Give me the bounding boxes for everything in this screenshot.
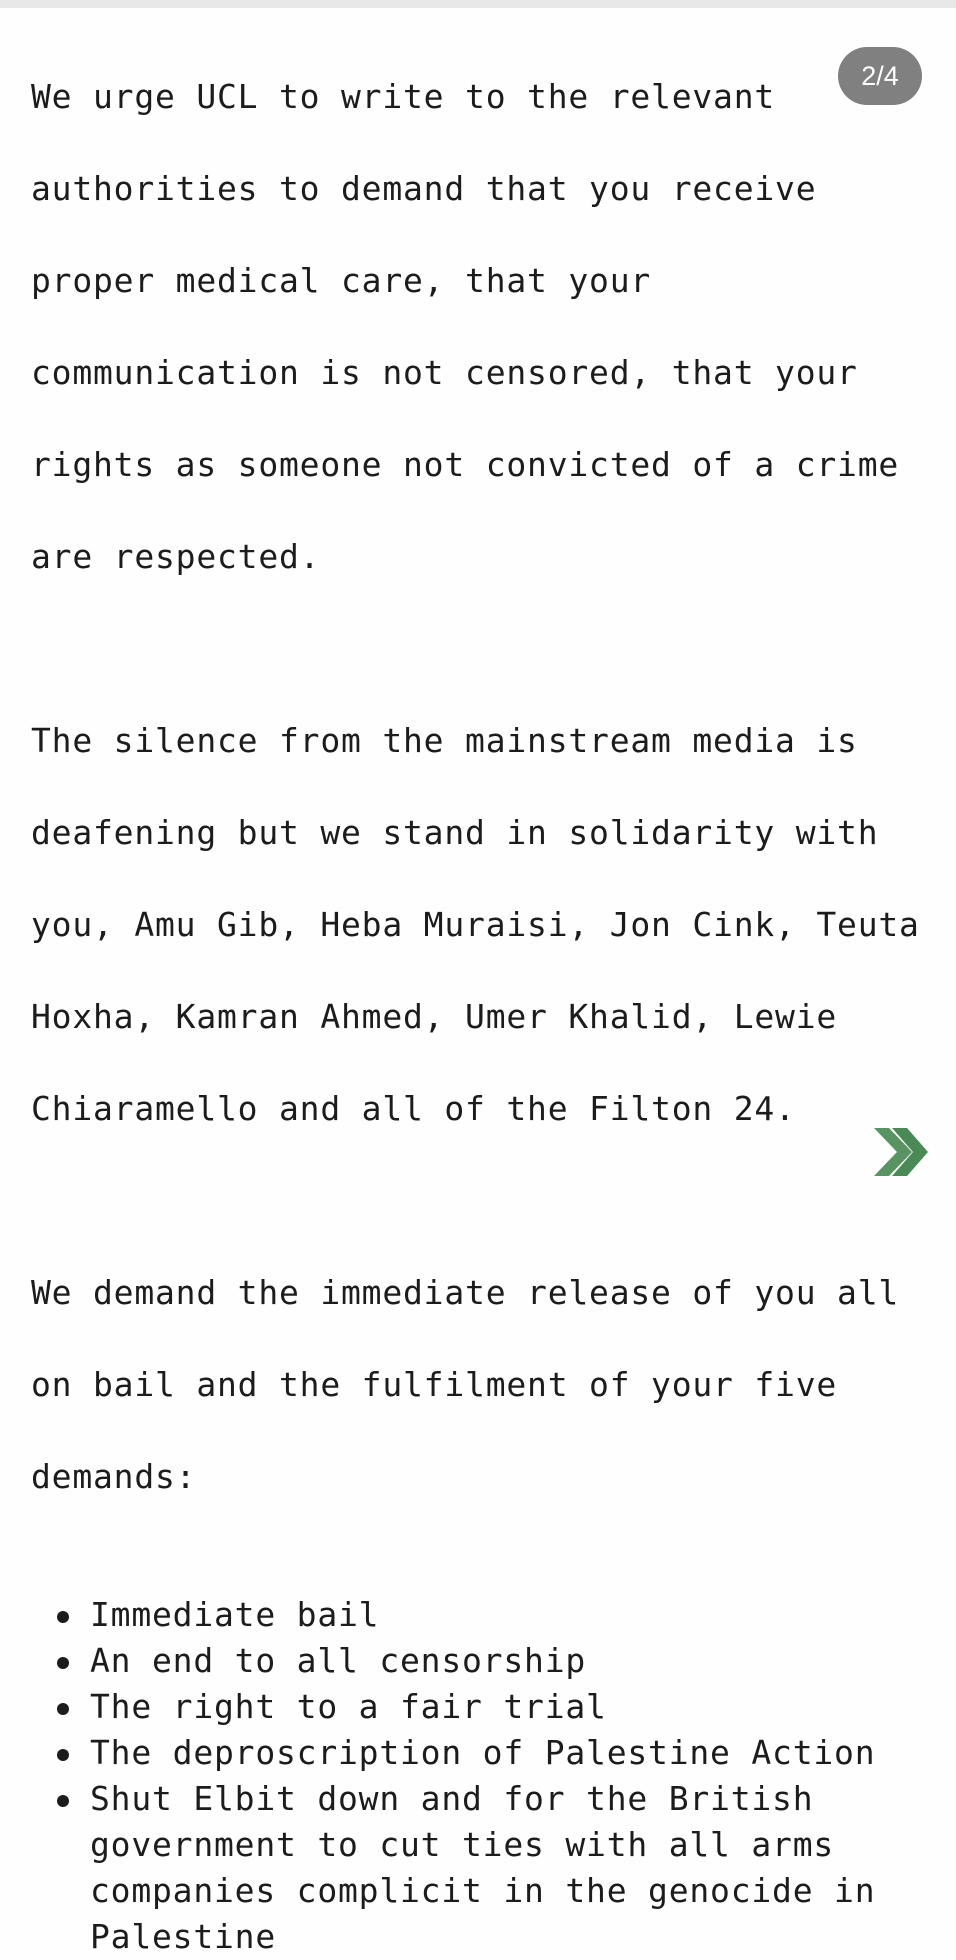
page-indicator-badge: 2/4 — [838, 47, 922, 105]
text-line: We demand the immediate release of you all — [31, 1273, 900, 1312]
bullet-icon — [57, 1795, 69, 1807]
chevron-double-right-icon[interactable] — [872, 1124, 928, 1180]
text-line: proper medical care, that your — [31, 261, 652, 300]
list-item-text: government to cut ties with all arms — [90, 1825, 835, 1864]
bullet-icon — [57, 1749, 69, 1761]
list-item-text: The deproscription of Palestine Action — [90, 1733, 876, 1772]
text-line: communication is not censored, that your — [31, 353, 858, 392]
paragraph-solidarity — [31, 672, 931, 1178]
bullet-icon — [57, 1657, 69, 1669]
list-item-text: An end to all censorship — [90, 1641, 587, 1680]
text-line: Hoxha, Kamran Ahmed, Umer Khalid, Lewie — [31, 997, 838, 1036]
list-item-text: The right to a fair trial — [90, 1687, 607, 1726]
list-item-text: companies complicit in the genocide in — [90, 1871, 876, 1910]
text-line: Chiaramello and all of the Filton 24. — [31, 1089, 796, 1128]
demands-list — [31, 1592, 931, 1960]
text-line: We urge UCL to write to the relevant — [31, 77, 776, 116]
list-item — [31, 1592, 931, 1638]
bullet-icon — [57, 1611, 69, 1623]
text-line: you, Amu Gib, Heba Muraisi, Jon Cink, Teuta — [31, 905, 920, 944]
text-line: are respected. — [31, 537, 321, 576]
list-item — [31, 1684, 931, 1730]
text-line: deafening but we stand in solidarity with — [31, 813, 879, 852]
list-item-text: Shut Elbit down and for the British — [90, 1779, 814, 1818]
list-item — [31, 1730, 931, 1776]
text-line: on bail and the fulfilment of your five — [31, 1365, 838, 1404]
text-line: rights as someone not convicted of a crime — [31, 445, 900, 484]
list-item — [31, 1638, 931, 1684]
bullet-icon — [57, 1703, 69, 1715]
list-item-text: Palestine — [90, 1917, 277, 1956]
paragraph-urge — [31, 28, 931, 626]
text-line: authorities to demand that you receive — [31, 169, 817, 208]
top-edge-divider — [0, 0, 956, 8]
paragraph-demand-release — [31, 1224, 931, 1546]
list-item-text: Immediate bail — [90, 1595, 380, 1634]
text-line: The silence from the mainstream media is — [31, 721, 858, 760]
message-body — [31, 28, 931, 1960]
text-line: demands: — [31, 1457, 197, 1496]
list-item — [31, 1776, 931, 1960]
